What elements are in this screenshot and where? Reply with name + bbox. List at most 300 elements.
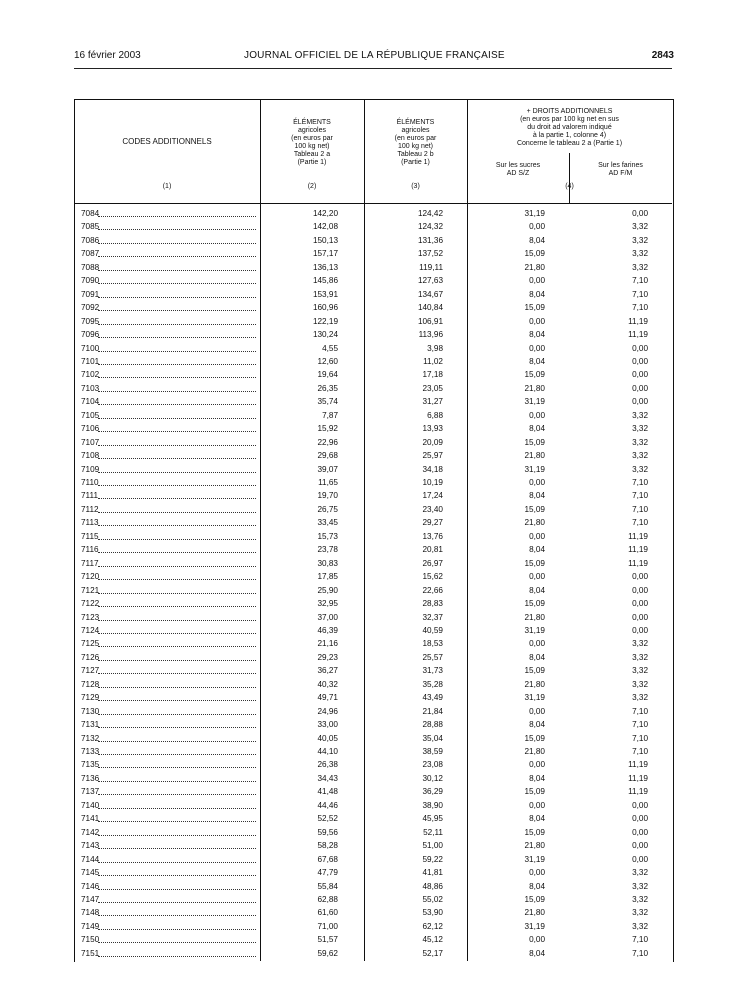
row-droit-farines: 7,10	[632, 706, 648, 716]
row-elements-2b: 36,29	[422, 787, 443, 797]
header-col3-line: ÉLÉMENTS	[396, 119, 435, 126]
table-row	[0, 545, 748, 558]
row-droit-sucres: 31,19	[524, 625, 545, 635]
row-droit-farines: 11,19	[628, 760, 648, 770]
table-row	[0, 344, 748, 357]
row-code: 7087	[81, 249, 100, 259]
dot-leader	[98, 229, 256, 230]
row-elements-2b: 127,63	[417, 276, 443, 286]
row-elements-2a: 39,07	[317, 464, 338, 474]
row-code: 7088	[81, 262, 100, 272]
row-droit-sucres: 0,00	[529, 222, 545, 232]
row-elements-2a: 61,60	[317, 908, 338, 918]
column-number: (1)	[162, 183, 172, 190]
header-rule	[74, 68, 672, 69]
row-droit-sucres: 21,80	[524, 262, 545, 272]
dot-leader	[98, 297, 256, 298]
row-code: 7143	[81, 841, 100, 851]
row-elements-2a: 15,73	[317, 531, 338, 541]
row-elements-2a: 29,23	[317, 652, 338, 662]
row-code: 7112	[81, 504, 99, 514]
row-droit-farines: 0,00	[632, 625, 648, 635]
row-elements-2a: 30,83	[317, 558, 338, 568]
table-row	[0, 828, 748, 841]
table-row	[0, 370, 748, 383]
table-row	[0, 276, 748, 289]
table-row	[0, 908, 748, 921]
row-code: 7131	[81, 720, 100, 730]
row-droit-sucres: 15,09	[524, 303, 545, 313]
table-row	[0, 935, 748, 948]
row-droit-farines: 0,00	[632, 612, 648, 622]
table-row	[0, 290, 748, 303]
row-elements-2a: 41,48	[317, 787, 338, 797]
row-droit-sucres: 15,09	[524, 370, 545, 380]
row-droit-sucres: 8,04	[529, 491, 545, 501]
row-elements-2b: 11,02	[423, 356, 443, 366]
row-elements-2b: 124,32	[417, 222, 443, 232]
row-code: 7102	[81, 370, 100, 380]
row-elements-2b: 22,66	[422, 585, 443, 595]
row-elements-2b: 45,12	[422, 935, 443, 945]
row-elements-2a: 71,00	[317, 921, 338, 931]
row-droit-farines: 3,32	[632, 921, 648, 931]
table-row	[0, 680, 748, 693]
header-col2-line: ÉLÉMENTS	[293, 119, 331, 126]
dot-leader	[98, 485, 256, 486]
row-elements-2b: 52,11	[423, 827, 443, 837]
table-row	[0, 666, 748, 679]
table-row	[0, 222, 748, 235]
row-code: 7135	[81, 760, 100, 770]
row-droit-farines: 11,19	[628, 787, 648, 797]
table-row	[0, 882, 748, 895]
dot-leader	[98, 512, 256, 513]
row-code: 7120	[81, 572, 100, 582]
column-number: (4)	[565, 183, 574, 190]
row-elements-2a: 62,88	[317, 894, 338, 904]
row-droit-sucres: 8,04	[529, 545, 545, 555]
header-sucres-line: AD S/Z	[506, 170, 530, 177]
subcolumn-divider	[569, 153, 570, 203]
header-droits-line: du droit ad valorem indiqué	[527, 124, 612, 131]
row-droit-farines: 0,00	[632, 356, 648, 366]
table-row	[0, 801, 748, 814]
row-droit-farines: 7,10	[632, 518, 648, 528]
header-farines-line: AD F/M	[608, 170, 633, 177]
row-code: 7145	[81, 868, 100, 878]
row-droit-sucres: 21,80	[524, 841, 545, 851]
dot-leader	[98, 767, 256, 768]
row-droit-farines: 0,00	[632, 383, 648, 393]
dot-leader	[98, 889, 256, 890]
row-code: 7122	[81, 599, 100, 609]
row-droit-farines: 3,32	[632, 451, 648, 461]
row-droit-sucres: 0,00	[529, 706, 545, 716]
row-droit-sucres: 31,19	[524, 209, 545, 218]
dot-leader	[98, 754, 256, 755]
row-elements-2b: 119,11	[419, 262, 443, 272]
row-elements-2a: 26,38	[317, 760, 338, 770]
header-droits-line: Concerne le tableau 2 a (Partie 1)	[516, 140, 623, 147]
row-code: 7108	[81, 451, 100, 461]
row-droit-sucres: 0,00	[529, 800, 545, 810]
dot-leader	[98, 848, 256, 849]
dot-leader	[98, 552, 256, 553]
row-elements-2a: 142,08	[312, 222, 338, 232]
table-row	[0, 626, 748, 639]
row-droit-sucres: 31,19	[524, 397, 545, 407]
row-droit-farines: 3,32	[632, 639, 648, 649]
row-droit-sucres: 0,00	[529, 868, 545, 878]
dot-leader	[98, 310, 256, 311]
table-row	[0, 653, 748, 666]
table-row	[0, 639, 748, 652]
row-droit-farines: 0,00	[632, 814, 648, 824]
table-row	[0, 949, 748, 962]
row-code: 7095	[81, 316, 100, 326]
table-row	[0, 263, 748, 276]
dot-leader	[98, 620, 256, 621]
header-farines-line: Sur les farines	[598, 162, 643, 169]
row-elements-2b: 25,97	[422, 451, 443, 461]
header-bottom-rule	[74, 203, 672, 204]
row-droit-sucres: 8,04	[529, 948, 545, 958]
row-droit-farines: 3,32	[632, 464, 648, 474]
row-droit-sucres: 31,19	[524, 854, 545, 864]
row-code: 7113	[81, 518, 99, 528]
row-droit-farines: 3,32	[632, 652, 648, 662]
row-droit-sucres: 21,80	[524, 747, 545, 756]
dot-leader	[98, 324, 256, 325]
row-code: 7149	[81, 921, 100, 931]
row-elements-2b: 106,91	[417, 316, 443, 326]
dot-leader	[98, 458, 256, 459]
row-droit-farines: 0,00	[632, 854, 648, 864]
row-code: 7144	[81, 854, 100, 864]
table-row	[0, 465, 748, 478]
row-elements-2a: 37,00	[317, 612, 338, 622]
row-elements-2b: 140,84	[417, 303, 443, 313]
row-code: 7104	[81, 397, 100, 407]
column-number: (3)	[411, 183, 420, 190]
row-droit-sucres: 8,04	[529, 235, 545, 245]
row-code: 7106	[81, 424, 100, 434]
table-row	[0, 317, 748, 330]
row-droit-farines: 0,00	[632, 827, 648, 837]
dot-leader	[98, 942, 256, 943]
header-sucres	[467, 162, 569, 178]
header-col3-line: (Partie 1)	[401, 159, 430, 166]
header-col3-line: agricoles	[401, 127, 430, 134]
dot-leader	[98, 727, 256, 728]
row-elements-2a: 21,16	[317, 639, 338, 649]
row-code: 7146	[81, 881, 100, 891]
row-elements-2a: 19,64	[317, 370, 338, 380]
dot-leader	[98, 593, 256, 594]
row-code: 7107	[81, 437, 100, 447]
row-code: 7137	[81, 787, 100, 797]
table-row	[0, 303, 748, 316]
table-row	[0, 720, 748, 733]
dot-leader	[98, 687, 256, 688]
row-elements-2b: 131,36	[417, 235, 443, 245]
row-code: 7133	[81, 747, 100, 756]
row-droit-sucres: 0,00	[529, 343, 545, 353]
row-elements-2a: 59,62	[317, 948, 338, 958]
row-elements-2b: 48,86	[422, 881, 443, 891]
table-row	[0, 411, 748, 424]
row-droit-farines: 7,10	[632, 478, 648, 487]
dot-leader	[98, 472, 256, 473]
table-row	[0, 236, 748, 249]
table-row	[0, 787, 748, 800]
row-droit-farines: 3,32	[632, 410, 648, 420]
dot-leader	[98, 902, 256, 903]
header-col3-line: 100 kg net)	[397, 143, 434, 150]
table-row	[0, 559, 748, 572]
table-row	[0, 491, 748, 504]
row-elements-2b: 3,98	[427, 343, 443, 353]
row-droit-sucres: 8,04	[529, 330, 545, 340]
row-code: 7117	[81, 558, 99, 568]
table-row	[0, 707, 748, 720]
row-elements-2a: 46,39	[317, 625, 338, 635]
row-elements-2a: 23,78	[317, 545, 338, 555]
row-droit-farines: 7,10	[632, 303, 648, 313]
row-droit-farines: 0,00	[632, 370, 648, 380]
row-elements-2b: 20,81	[422, 545, 443, 555]
row-elements-2a: 4,55	[322, 343, 338, 353]
row-droit-sucres: 8,04	[529, 289, 545, 299]
row-elements-2a: 26,35	[317, 383, 338, 393]
table-row	[0, 814, 748, 827]
row-droit-sucres: 8,04	[529, 585, 545, 595]
column-number: (2)	[307, 183, 317, 190]
row-elements-2b: 55,02	[422, 894, 443, 904]
dot-leader	[98, 431, 256, 432]
row-elements-2b: 53,90	[422, 908, 443, 918]
row-elements-2a: 24,96	[317, 706, 338, 716]
row-elements-2b: 31,73	[422, 666, 443, 676]
row-elements-2b: 38,90	[422, 800, 443, 810]
row-elements-2b: 6,88	[427, 410, 443, 420]
row-elements-2a: 47,79	[317, 868, 338, 878]
row-elements-2a: 26,75	[317, 504, 338, 514]
dot-leader	[98, 646, 256, 647]
row-code: 7092	[81, 303, 100, 313]
row-elements-2b: 35,28	[422, 679, 443, 689]
row-elements-2b: 18,53	[422, 639, 443, 649]
dot-leader	[98, 445, 256, 446]
row-droit-sucres: 31,19	[524, 921, 545, 931]
row-elements-2a: 142,20	[312, 209, 338, 218]
header-sucres-line: Sur les sucres	[495, 162, 541, 169]
header-droits-line: (en euros par 100 kg net en sus	[520, 116, 619, 123]
table-row	[0, 868, 748, 881]
row-droit-farines: 3,32	[632, 868, 648, 878]
row-elements-2a: 40,32	[317, 679, 338, 689]
row-elements-2b: 34,18	[422, 464, 443, 474]
row-droit-sucres: 21,80	[524, 908, 545, 918]
row-droit-sucres: 15,09	[524, 894, 545, 904]
row-elements-2b: 17,18	[422, 370, 443, 380]
row-droit-farines: 7,10	[632, 747, 648, 756]
publication-date: 16 février 2003	[74, 50, 141, 61]
row-elements-2a: 67,68	[317, 854, 338, 864]
row-code: 7130	[81, 706, 100, 716]
row-elements-2b: 23,08	[422, 760, 443, 770]
table-row	[0, 895, 748, 908]
table-row	[0, 330, 748, 343]
dot-leader	[98, 875, 256, 876]
row-elements-2a: 35,74	[317, 397, 338, 407]
row-droit-farines: 3,32	[632, 437, 648, 447]
row-code: 7129	[81, 693, 100, 703]
dot-leader	[98, 351, 256, 352]
table-row	[0, 693, 748, 706]
row-code: 7127	[81, 666, 100, 676]
row-code: 7100	[81, 343, 100, 353]
row-code: 7136	[81, 773, 100, 783]
table-row	[0, 384, 748, 397]
row-code: 7125	[81, 639, 100, 649]
dot-leader	[98, 337, 256, 338]
row-code: 7140	[81, 800, 100, 810]
row-droit-farines: 0,00	[632, 209, 648, 218]
row-code: 7091	[81, 289, 100, 299]
row-droit-sucres: 21,80	[524, 451, 545, 461]
row-elements-2b: 15,62	[422, 572, 443, 582]
row-elements-2a: 51,57	[317, 935, 338, 945]
header-droits-line: à la partie 1, colonne 4)	[532, 132, 607, 139]
row-droit-farines: 3,32	[632, 666, 648, 676]
row-droit-farines: 0,00	[632, 800, 648, 810]
row-code: 7096	[81, 330, 100, 340]
table-row	[0, 451, 748, 464]
dot-leader	[98, 915, 256, 916]
row-droit-farines: 0,00	[632, 841, 648, 851]
header-col3-line: (en euros par	[394, 135, 437, 142]
row-code: 7151	[81, 948, 100, 958]
row-droit-sucres: 0,00	[529, 478, 545, 487]
row-code: 7086	[81, 235, 100, 245]
row-droit-farines: 7,10	[632, 720, 648, 730]
header-col3	[364, 119, 467, 167]
table-row	[0, 572, 748, 585]
row-droit-farines: 7,10	[632, 289, 648, 299]
table-row	[0, 613, 748, 626]
row-droit-farines: 3,32	[632, 262, 648, 272]
row-droit-farines: 7,10	[632, 935, 648, 945]
row-droit-farines: 11,19	[628, 545, 648, 555]
row-droit-sucres: 15,09	[524, 599, 545, 609]
row-droit-farines: 7,10	[632, 504, 648, 514]
table-row	[0, 922, 748, 935]
header-col2-line: Tableau 2 a	[293, 151, 331, 158]
row-elements-2a: 160,96	[312, 303, 338, 313]
header-col2	[260, 119, 364, 167]
row-code: 7150	[81, 935, 100, 945]
header-codes: CODES ADDITIONNELS	[122, 137, 212, 146]
dot-leader	[98, 741, 256, 742]
row-elements-2b: 41,81	[422, 868, 443, 878]
row-elements-2a: 15,92	[317, 424, 338, 434]
dot-leader	[98, 714, 256, 715]
row-elements-2b: 45,95	[422, 814, 443, 824]
dot-leader	[98, 404, 256, 405]
table-row	[0, 855, 748, 868]
dot-leader	[98, 781, 256, 782]
table-row	[0, 599, 748, 612]
header-col2-line: (Partie 1)	[297, 159, 327, 166]
header-droits	[467, 108, 672, 148]
row-elements-2a: 44,10	[317, 747, 338, 756]
row-code: 7121	[81, 585, 100, 595]
row-elements-2a: 52,52	[317, 814, 338, 824]
row-droit-farines: 11,19	[628, 316, 648, 326]
row-code: 7090	[81, 276, 100, 286]
row-elements-2b: 30,12	[422, 773, 443, 783]
row-droit-farines: 3,32	[632, 679, 648, 689]
table-row	[0, 478, 748, 491]
row-elements-2b: 10,19	[422, 478, 443, 487]
row-elements-2a: 157,17	[312, 249, 338, 259]
row-code: 7111	[81, 491, 98, 501]
row-droit-sucres: 8,04	[529, 773, 545, 783]
row-elements-2b: 52,17	[422, 948, 443, 958]
row-elements-2a: 49,71	[317, 693, 338, 703]
row-elements-2b: 113,96	[418, 330, 443, 340]
row-elements-2a: 44,46	[317, 800, 338, 810]
dot-leader	[98, 525, 256, 526]
table-row	[0, 586, 748, 599]
dot-leader	[98, 821, 256, 822]
dot-leader	[98, 270, 256, 271]
row-elements-2a: 32,95	[317, 599, 338, 609]
row-droit-farines: 7,10	[632, 733, 648, 743]
row-droit-sucres: 15,09	[524, 787, 545, 797]
row-elements-2a: 19,70	[317, 491, 338, 501]
row-droit-farines: 0,00	[632, 572, 648, 582]
row-droit-sucres: 21,80	[524, 383, 545, 393]
row-droit-sucres: 8,04	[529, 881, 545, 891]
row-droit-sucres: 8,04	[529, 814, 545, 824]
row-elements-2a: 145,86	[312, 276, 338, 286]
row-droit-farines: 0,00	[632, 585, 648, 595]
row-elements-2a: 7,87	[322, 410, 338, 420]
row-droit-sucres: 0,00	[529, 531, 545, 541]
row-code: 7105	[81, 410, 100, 420]
row-droit-sucres: 8,04	[529, 356, 545, 366]
dot-leader	[98, 633, 256, 634]
dot-leader	[98, 418, 256, 419]
row-droit-farines: 3,32	[632, 424, 648, 434]
row-elements-2a: 36,27	[317, 666, 338, 676]
row-elements-2b: 32,37	[422, 612, 443, 622]
table-row	[0, 249, 748, 262]
dot-leader	[98, 835, 256, 836]
dot-leader	[98, 498, 256, 499]
journal-title: JOURNAL OFFICIEL DE LA RÉPUBLIQUE FRANÇAISE	[244, 50, 505, 61]
row-code: 7101	[81, 356, 100, 366]
row-code: 7142	[81, 827, 100, 837]
row-elements-2a: 17,85	[317, 572, 338, 582]
row-droit-sucres: 0,00	[529, 572, 545, 582]
row-droit-sucres: 15,09	[524, 558, 545, 568]
table-row	[0, 841, 748, 854]
row-droit-sucres: 0,00	[529, 276, 545, 286]
